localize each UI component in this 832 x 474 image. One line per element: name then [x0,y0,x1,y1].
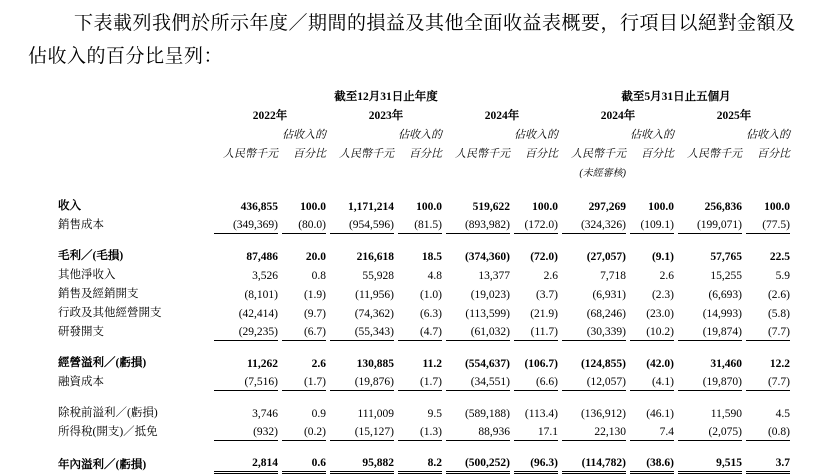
cell-amount: 9,515 [678,453,742,474]
cell-pct: (1.9) [303,289,326,302]
year-header: 2023年 [368,110,404,123]
amount-unit-header: 人民幣千元 [339,148,394,161]
header-spacer [58,144,210,163]
cell-amount: 87,486 [246,251,278,264]
row-label: 研發開支 [58,326,104,339]
cell-amount: (893,982) [446,215,510,234]
cell-pct: (42.0) [646,358,674,371]
intro-line-1: 下表載列我們於所示年度／期間的損益及其他全面收益表概要，行項目以絕對金額及 [74,13,796,34]
table-row [58,322,790,341]
table-row [58,353,790,372]
table-row [58,403,790,422]
cell-pct: 0.8 [311,270,326,283]
cell-pct: 2.6 [659,270,674,283]
unaudited-note: (未經審核) [579,168,626,180]
cell-amount: 55,928 [362,270,394,283]
table-row [58,422,790,441]
cell-pct: 0.6 [282,453,326,474]
cell-amount: (324,326) [562,215,626,234]
cell-amount: 3,526 [252,270,278,283]
cell-pct: 8.2 [398,453,442,474]
cell-amount: (19,870) [678,372,742,391]
cell-pct: (7.7) [746,322,790,341]
table-row [58,215,790,234]
spacer-row [58,341,790,353]
cell-amount: (124,855) [580,358,626,371]
header-spacer [58,87,210,106]
row-label: 融資成本 [58,376,104,389]
cell-amount: 3,746 [252,408,278,421]
cell-pct: 7.4 [630,422,674,441]
header-empty [398,163,442,181]
cell-pct: 12.2 [769,358,790,371]
cell-pct: (1.7) [282,372,326,391]
cell-pct: (3.7) [535,289,558,302]
cell-amount: (932) [214,422,278,441]
year-header: 2025年 [716,110,752,123]
amount-unit-header: 人民幣千元 [571,148,626,161]
cell-amount: (30,339) [562,322,626,341]
pct-unit-header: 百分比 [641,148,674,161]
cell-pct: (1.7) [398,372,442,391]
cell-amount: 57,765 [710,251,742,264]
spacer-row [58,391,790,403]
cell-pct: (4.1) [630,372,674,391]
cell-pct: (72.0) [530,251,558,264]
table-row [58,265,790,284]
header-spacer [58,163,210,181]
table-row [58,196,790,215]
cell-pct: 11.2 [422,358,442,371]
cell-pct: (21.9) [530,308,558,321]
header-empty [446,125,510,144]
cell-amount: (500,252) [446,453,510,474]
table-row [58,284,790,303]
cell-amount: (55,343) [330,322,394,341]
cell-pct: (1.3) [398,422,442,441]
header-row-unaudited [58,163,790,181]
header-empty [514,163,558,181]
cell-pct: 4.5 [775,408,790,421]
amount-unit-header: 人民幣千元 [455,148,510,161]
cell-amount: 11,262 [247,358,278,371]
spacer-cell [58,234,790,246]
cell-pct: (0.2) [282,422,326,441]
cell-amount: (74,362) [354,308,394,321]
header-row-pct-line1 [58,125,790,144]
cell-amount: (34,551) [446,372,510,391]
cell-pct: 18.5 [421,251,442,264]
cell-amount: (42,414) [238,308,278,321]
row-label: 行政及其他經營開支 [58,307,162,320]
cell-pct: 100.0 [764,201,790,214]
pct-of-revenue-header: 佔收入的 [630,129,674,142]
cell-amount: (27,057) [586,251,626,264]
cell-amount: (12,057) [562,372,626,391]
cell-amount: (2,075) [678,422,742,441]
pct-unit-header: 百分比 [293,148,326,161]
pct-of-revenue-header: 佔收入的 [514,129,558,142]
cell-pct: (10.2) [630,322,674,341]
cell-pct: 17.1 [514,422,558,441]
cell-amount: 297,269 [588,201,626,214]
cell-amount: (113,599) [465,308,510,321]
table-row [58,372,790,391]
cell-amount: (61,032) [446,322,510,341]
cell-pct: 3.7 [746,453,790,474]
cell-pct: (1.0) [419,289,442,302]
header-empty [630,163,674,181]
row-label: 所得稅(開支)／抵免 [58,426,158,439]
cell-pct: (7.7) [746,372,790,391]
cell-amount: (14,993) [702,308,742,321]
cell-pct: (113.4) [524,408,558,421]
cell-pct: (9.1) [651,251,674,264]
financial-table-body [58,87,790,474]
cell-amount: (15,127) [330,422,394,441]
cell-pct: (46.1) [646,408,674,421]
header-row-groups [58,87,790,106]
cell-pct: (77.5) [746,215,790,234]
cell-amount: 1,171,214 [348,201,394,214]
cell-pct: (109.1) [630,215,674,234]
amount-unit-header: 人民幣千元 [687,148,742,161]
cell-amount: 519,622 [472,201,510,214]
row-label: 年內溢利／(虧損) [58,459,147,472]
cell-pct: (4.7) [398,322,442,341]
cell-pct: (106.7) [524,358,558,371]
intro-paragraph [28,8,796,73]
row-label: 銷售及經銷開支 [58,288,139,301]
cell-amount: 256,836 [704,201,742,214]
cell-pct: (2.3) [651,289,674,302]
cell-pct: 100.0 [532,201,558,214]
cell-amount: (114,782) [562,453,626,474]
cell-amount: 31,460 [710,358,742,371]
cell-pct: (0.8) [746,422,790,441]
cell-pct: (81.5) [398,215,442,234]
cell-pct: (80.0) [282,215,326,234]
spacer-cell [58,441,790,453]
header-empty [214,125,278,144]
cell-amount: 88,936 [446,422,510,441]
cell-pct: (6.6) [514,372,558,391]
table-row [58,246,790,265]
cell-pct: (9.7) [303,308,326,321]
pct-of-revenue-header: 佔收入的 [282,129,326,142]
cell-pct: 20.0 [305,251,326,264]
cell-amount: 22,130 [562,422,626,441]
header-empty [746,163,790,181]
year-header: 2024年 [600,110,636,123]
cell-amount: 216,618 [356,251,394,264]
cell-pct: 22.5 [769,251,790,264]
cell-amount: (136,912) [580,408,626,421]
cell-pct: 100.0 [300,201,326,214]
header-spacer [58,125,210,144]
financial-table [54,87,794,474]
cell-amount: 130,885 [356,358,394,371]
header-empty [678,163,742,181]
cell-pct: 2.6 [543,270,558,283]
cell-pct: 5.9 [775,270,790,283]
year-header: 2022年 [252,110,288,123]
cell-pct: 9.5 [427,408,442,421]
cell-pct: (5.8) [767,308,790,321]
cell-amount: 11,590 [710,408,742,421]
cell-pct: 100.0 [416,201,442,214]
row-label: 毛利／(毛損) [58,250,124,263]
cell-amount: (589,188) [464,408,510,421]
cell-amount: (6,693) [708,289,742,302]
cell-amount: (19,874) [678,322,742,341]
header-empty [282,163,326,181]
amount-unit-header: 人民幣千元 [223,148,278,161]
cell-amount: (7,516) [214,372,278,391]
cell-amount: (11,956) [355,289,394,302]
pct-unit-header: 百分比 [409,148,442,161]
cell-pct: (38.6) [630,453,674,474]
pct-unit-header: 百分比 [757,148,790,161]
cell-amount: (554,637) [464,358,510,371]
cell-pct: (23.0) [646,308,674,321]
intro-line-2: 佔收入的百分比呈列： [28,45,224,67]
cell-pct: (2.6) [767,289,790,302]
header-row-years [58,106,790,125]
header-row-units [58,144,790,163]
cell-pct: (11.7) [514,322,558,341]
cell-pct: 2.6 [311,358,326,371]
document-page [0,8,832,472]
table-row [58,303,790,322]
header-empty [678,125,742,144]
spacer-row [58,234,790,246]
cell-amount: 13,377 [478,270,510,283]
spacer-row [58,441,790,453]
cell-amount: (29,235) [214,322,278,341]
cell-amount: (199,071) [678,215,742,234]
row-label: 經營溢利／(虧損) [58,357,147,370]
cell-pct: 100.0 [648,201,674,214]
cell-amount: (6,931) [592,289,626,302]
spacer-cell [58,341,790,353]
header-empty [446,163,510,181]
cell-amount: 7,718 [600,270,626,283]
header-empty [330,125,394,144]
period-group-header: 截至12月31日止年度 [334,91,438,104]
cell-amount: (19,023) [470,289,510,302]
cell-amount: 15,255 [710,270,742,283]
cell-amount: (68,246) [586,308,626,321]
row-label: 其他淨收入 [58,269,116,282]
cell-amount: 2,814 [214,453,278,474]
table-row [58,453,790,474]
cell-pct: 0.9 [311,408,326,421]
cell-pct: 4.8 [427,270,442,283]
cell-amount: 95,882 [330,453,394,474]
cell-amount: 436,855 [240,201,278,214]
header-spacer [58,106,210,125]
spacer-cell [58,391,790,403]
row-label: 收入 [58,200,81,213]
cell-pct: (6.3) [419,308,442,321]
header-empty [330,163,394,181]
cell-amount: (8,101) [244,289,278,302]
header-empty [214,163,278,181]
header-empty [562,125,626,144]
cell-amount: 111,009 [357,408,394,421]
cell-amount: (19,876) [330,372,394,391]
cell-pct: (6.7) [282,322,326,341]
header-gap-row [58,181,790,196]
pct-unit-header: 百分比 [525,148,558,161]
row-label: 銷售成本 [58,219,104,232]
year-header: 2024年 [484,110,520,123]
cell-amount: (374,360) [464,251,510,264]
pct-of-revenue-header: 佔收入的 [746,129,790,142]
cell-pct: (172.0) [514,215,558,234]
gap-cell [58,181,790,196]
row-label: 除稅前溢利／(虧損) [58,407,158,420]
pct-of-revenue-header: 佔收入的 [398,129,442,142]
period-group-header: 截至5月31日止五個月 [621,91,731,104]
cell-amount: (954,596) [330,215,394,234]
cell-amount: (349,369) [214,215,278,234]
cell-pct: (96.3) [514,453,558,474]
